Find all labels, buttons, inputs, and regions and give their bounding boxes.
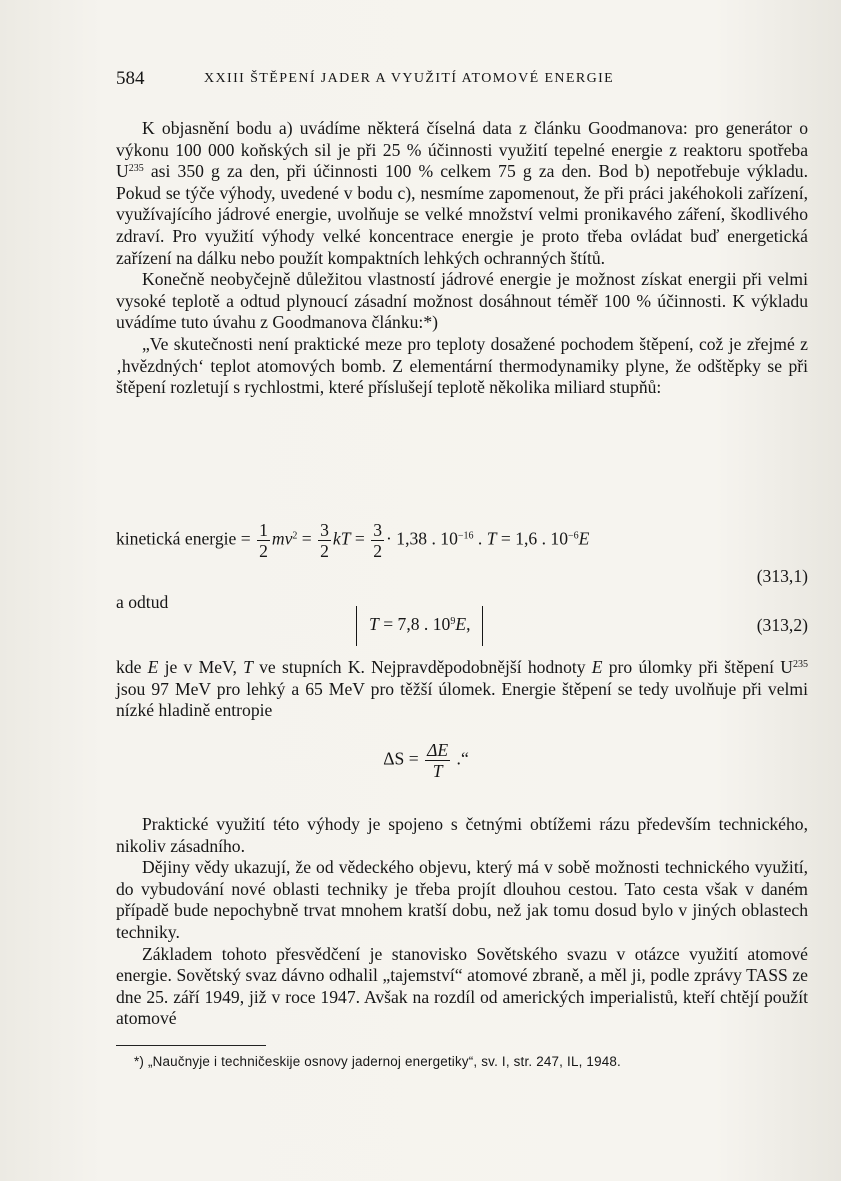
boxed-equation: T = 7,8 . $10^9E$,: [356, 606, 483, 646]
paragraph-6: Dějiny vědy ukazují, že od vědeckého objevu, který má v sobě možnosti technického využití, do vybudování nové oblasti techniky je třeba projít dlouhou cestou. Tato cesta však v daném případě bude nepochybně trvat mnohem kratší dobu, než jak tomu dosud bylo v jiných oblastech techniky.: [116, 857, 808, 942]
page-number: 584: [116, 68, 145, 89]
footnote: *) „Naučnyje i techničeskije osnovy jadernoj energetiky“, sv. I, str. 247, IL, 1948.: [134, 1054, 621, 1069]
page-header: [116, 64, 716, 94]
superscript-235: 235: [128, 163, 144, 175]
paragraph-4: kde E je v MeV, T ve stupních K. Nejpravděpodobnější hodnoty E pro úlomky při štěpení $U^{235}$ jsou 97 MeV pro lehký a 65 MeV pro těžší úlomek. Energie štěpení se tedy uvolňuje při velmi nízké hladině entropie: [116, 657, 808, 721]
fraction-delta-e-over-t: $\frac{\Delta E}{T}$: [427, 740, 449, 781]
equation-313-1: kinetická energie = $\frac{1}{2}$ $mv^2$ = $\frac{3}{2}$ kT = $\frac{3}{2}$ · 1,38 . $10^{-16}$ . T = 1,6 . $10^{-6}E$: [116, 520, 590, 561]
fraction-half: $\frac{1}{2}$: [259, 520, 268, 561]
fraction-three-halves-2: $\frac{3}{2}$: [373, 520, 383, 561]
paragraph-3: „Ve skutečnosti není praktické meze pro teploty dosažené pochodem štěpení, což je zřejmé z ‚hvězdných‘ teplot atomových bomb. Z elementární thermodynamiky plyne, že odštěpky se při štěpení rozletují s rychlostmi, které příslušejí teplotě několika miliard stupňů:: [116, 333, 808, 398]
text-block-top: [116, 118, 808, 399]
equation-number-313-1: (313,1): [756, 566, 808, 586]
fraction-three-halves: $\frac{3}{2}$: [320, 520, 329, 561]
text-block-middle: [116, 657, 808, 722]
paragraph-1: K objasnění bodu a) uvádíme některá číselná data z článku Goodmanova: pro generátor o výkonu 100 000 koňských sil je při 25 % účinnosti využití tepelné energie z reaktoru spotřeba $U^{235}$ asi 350 g za den, při účinnosti 100 % celkem 75 g za den. Bod b) nepotřebuje výkladu. Pokud se týče výhody, uvedené v bodu c), nesmíme zapomenout, že při práci jakéhokoli zařízení, využívajícího jádrové energie, uvolňuje se velké množství velmi pronikavého záření, škodlivého zdraví. Pro využití výhody velké koncentrace energie je proto třeba ovládat buď energetická zařízení na dálku nebo použít kompaktních lehkých ochranných štítů.: [116, 118, 808, 268]
paragraph-2: Konečně neobyčejně důležitou vlastností jádrové energie je možnost získat energii při velmi vysoké teplotě a odtud plynoucí zásadní možnost dosáhnout téměř 100 % účinnosti. K výkladu uvádíme tuto úvahu z Goodmanova článku:*): [116, 269, 808, 333]
and-then-label: a odtud: [116, 592, 169, 612]
equation-313-2: [116, 606, 808, 650]
entropy-equation: ΔS = $\frac{\Delta E}{T}$ .“: [383, 740, 469, 781]
footnote-rule: [116, 1045, 266, 1046]
text-block-bottom: [116, 814, 808, 1030]
equation-number-313-2: (313,2): [756, 615, 808, 635]
running-title: XXIII ŠTĚPENÍ JADER A VYUŽITÍ ATOMOVÉ ENERGIE: [204, 71, 615, 86]
paragraph-5: Praktické využití této výhody je spojeno s četnými obtížemi rázu především technického, nikoliv zásadního.: [116, 814, 808, 856]
paragraph-7: Základem tohoto přesvědčení je stanovisko Sovětského svazu v otázce využití atomové energie. Sovětský svaz dávno odhalil „tajemství“ atomové zbraně, a měl ji, podle zprávy TASS ze dne 25. září 1949, již v roce 1947. Avšak na rozdíl od amerických imperialistů, kteří chtějí použít atomové: [116, 943, 808, 1029]
